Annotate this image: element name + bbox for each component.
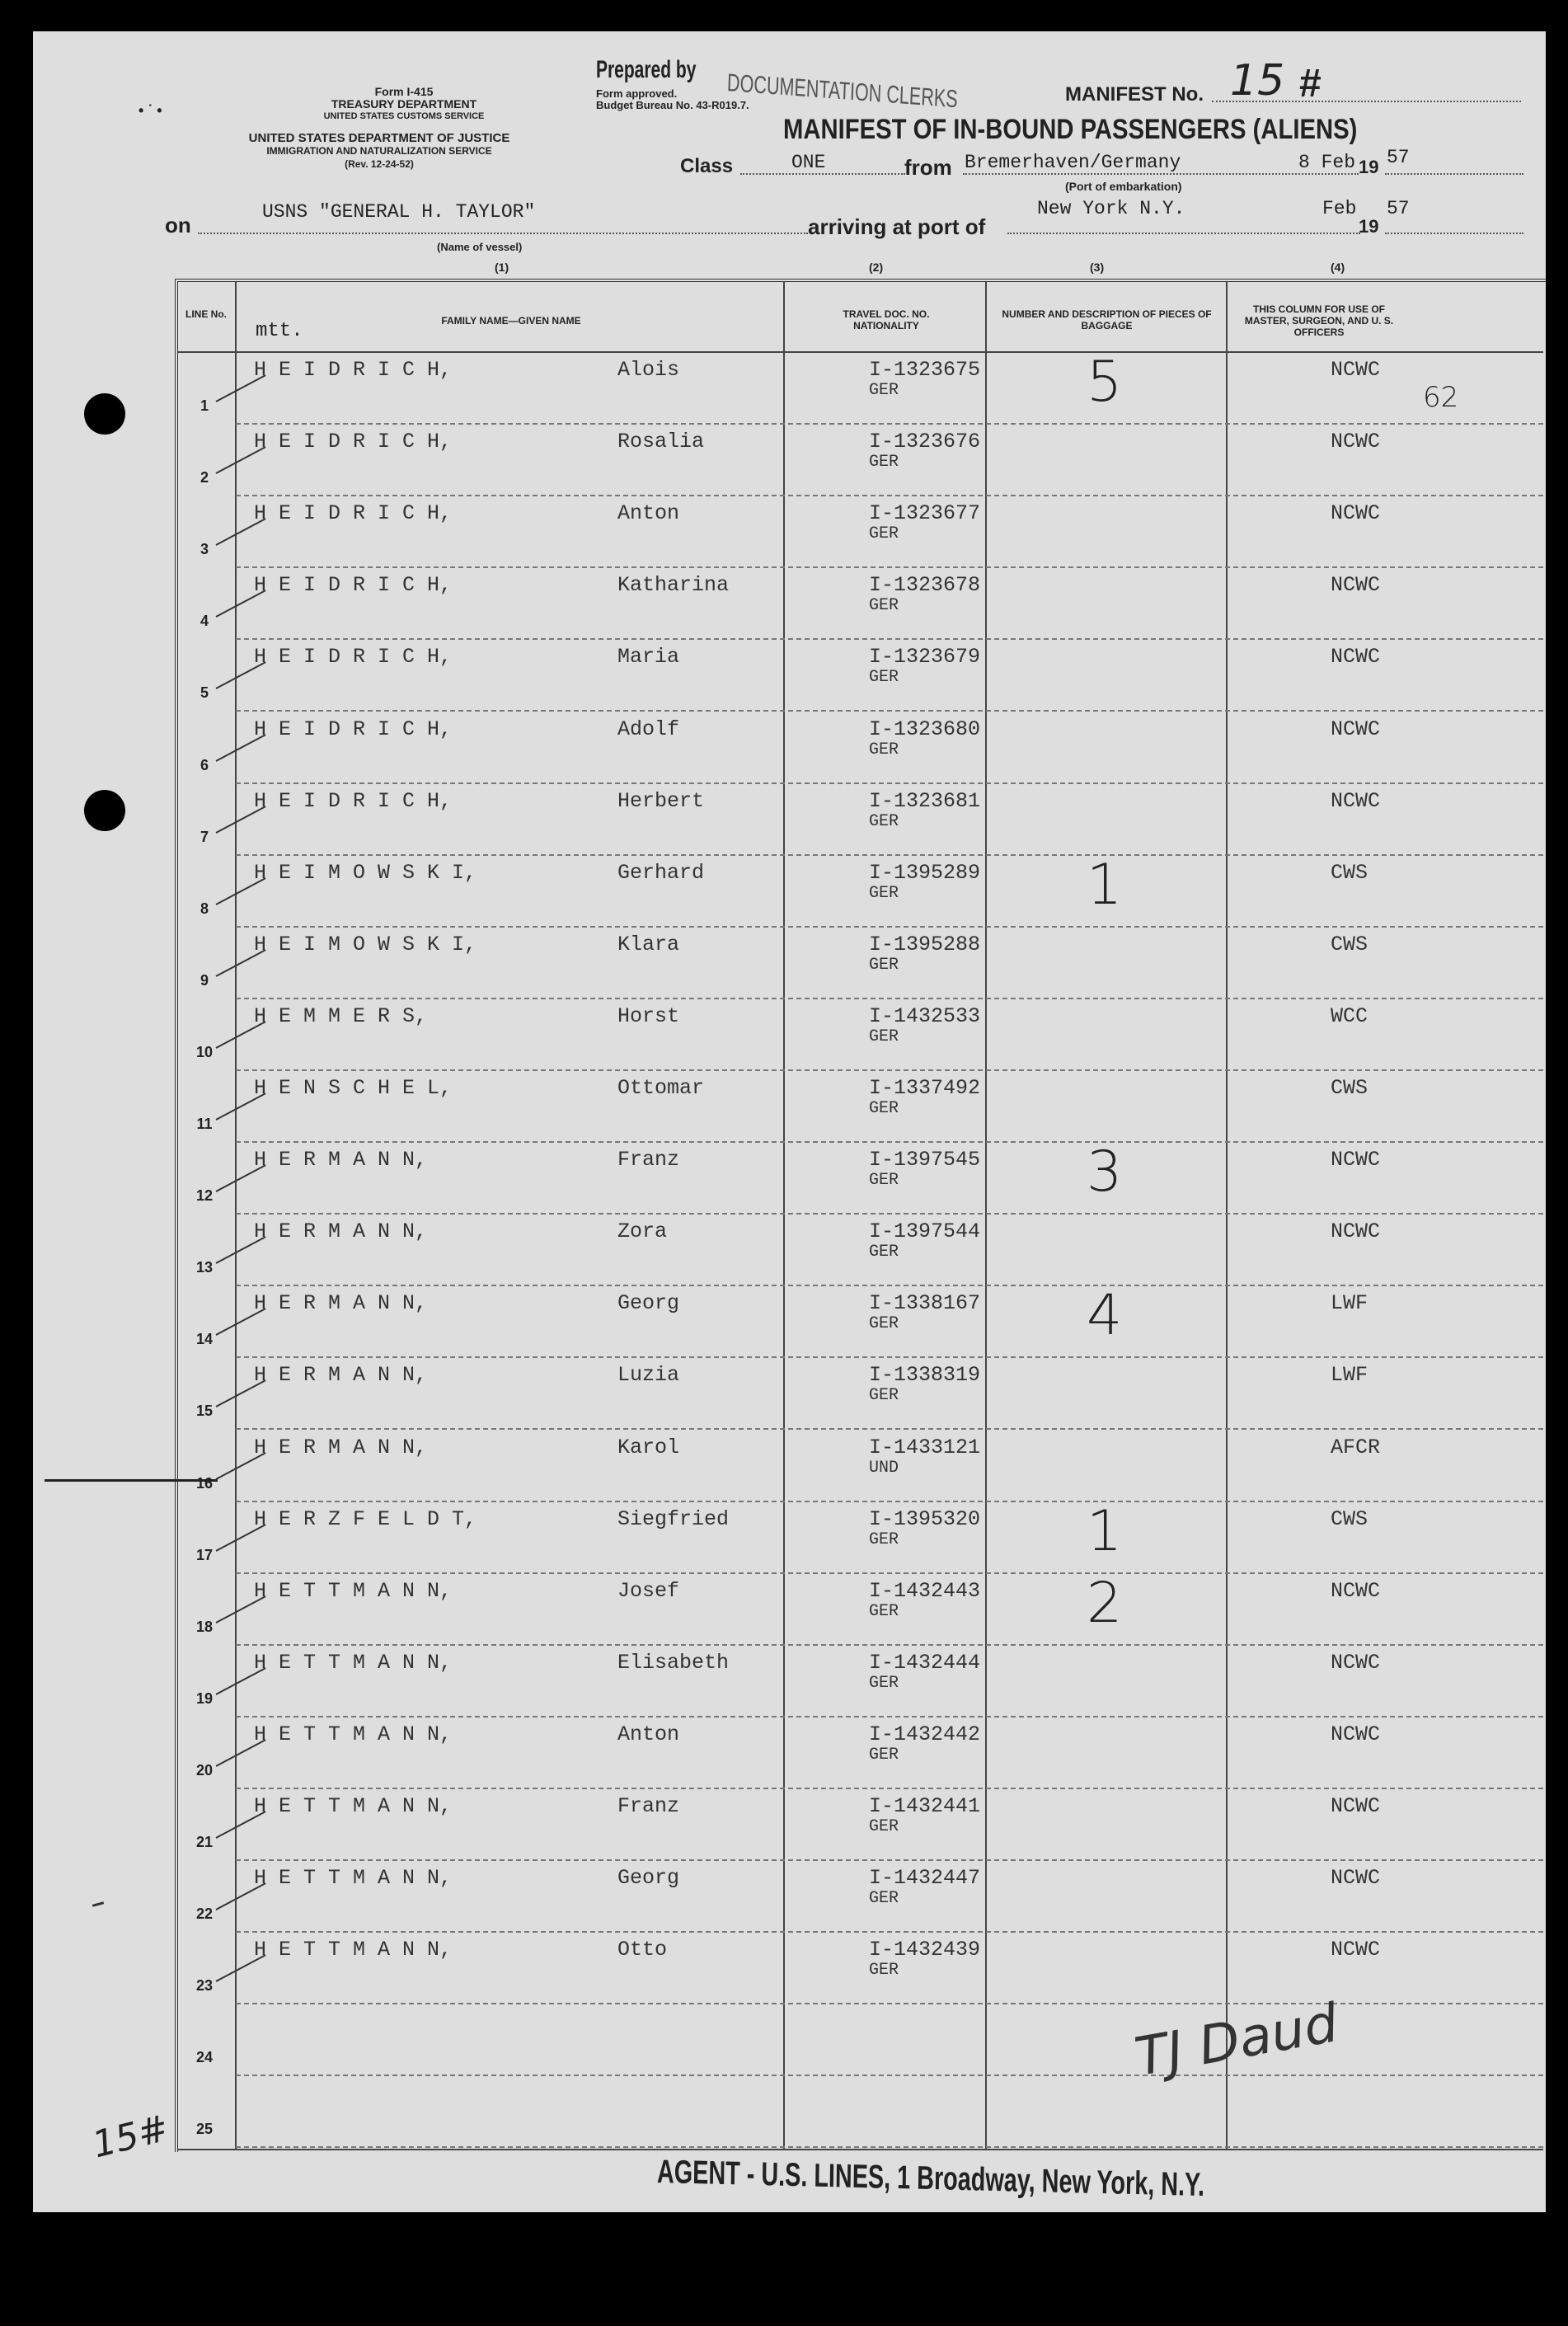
check-mark [216, 662, 266, 690]
nationality: GER [869, 1386, 899, 1406]
check-mark [216, 446, 266, 474]
officer-agency: NCWC [1331, 1219, 1381, 1244]
check-mark [216, 1164, 266, 1192]
col-num-1: (1) [495, 261, 509, 274]
given-name: Gerhard [617, 860, 705, 885]
officer-agency: CWS [1331, 1506, 1368, 1531]
nationality: GER [869, 596, 899, 616]
form-approved: Form approved. [596, 87, 678, 100]
check-mark [216, 374, 266, 402]
given-name: Anton [617, 501, 680, 526]
col-num-2: (2) [869, 261, 884, 274]
form-number: Form I-415 [374, 85, 434, 98]
margin-note: 15# [88, 2107, 173, 2167]
travel-doc-number: I-1397544 [869, 1219, 981, 1244]
budget-bureau: Budget Bureau No. 43-R019.7. [596, 99, 749, 111]
line-number: 18 [195, 1618, 214, 1635]
check-mark [216, 1021, 266, 1049]
officer-agency: NCWC [1331, 1794, 1381, 1818]
given-name: Zora [617, 1219, 668, 1244]
given-name: Georg [617, 1866, 680, 1891]
check-mark [216, 1452, 266, 1480]
baggage-count: 1 [1087, 852, 1123, 918]
officer-agency: NCWC [1331, 1650, 1381, 1675]
line-number: 4 [200, 613, 209, 630]
arriving-date: Feb [1322, 198, 1357, 219]
given-name: Herbert [617, 788, 705, 813]
family-name: H E N S C H E L, [254, 1076, 453, 1100]
nationality: UND [869, 1458, 899, 1478]
officer-agency: LWF [1331, 1363, 1368, 1388]
officer-agency: NCWC [1331, 1148, 1381, 1172]
arriving-label: arriving at port of [808, 214, 986, 239]
family-name: H E I D R I C H, [254, 430, 453, 454]
baggage-count: 2 [1087, 1570, 1123, 1636]
table-bottom-rule [178, 2149, 1543, 2150]
family-name: H E I D R I C H, [254, 573, 453, 598]
from-date: 8 Feb [1298, 152, 1356, 173]
document-title: MANIFEST OF IN-BOUND PASSENGERS (ALIENS) [783, 114, 1358, 145]
class-value: ONE [791, 152, 826, 173]
given-name: Anton [617, 1722, 680, 1746]
check-mark [216, 1882, 266, 1910]
line-number: 19 [195, 1689, 214, 1707]
travel-doc-number: I-1323680 [869, 717, 981, 741]
nationality: GER [869, 1243, 899, 1262]
col-num-4: (4) [1331, 261, 1345, 274]
check-mark [216, 518, 266, 546]
line-number: 7 [200, 828, 209, 845]
travel-doc-header: TRAVEL DOC. NO. NATIONALITY [843, 308, 930, 331]
travel-doc-number: I-1323681 [869, 788, 981, 813]
nationality: GER [869, 1601, 899, 1621]
given-name: Katharina [617, 573, 730, 598]
arriving-year-value: 57 [1387, 198, 1410, 219]
travel-doc-number: I-1323679 [869, 645, 981, 670]
family-name: H E M M E R S, [254, 1003, 428, 1028]
baggage-count: 1 [1087, 1498, 1123, 1564]
family-name: H E R M A N N, [254, 1148, 428, 1172]
line-number: 12 [195, 1187, 214, 1205]
travel-doc-number: I-1395320 [869, 1506, 981, 1531]
line-number: 25 [195, 2121, 214, 2138]
officer-agency: CWS [1331, 932, 1368, 956]
travel-doc-number: I-1337492 [869, 1076, 981, 1100]
line-number: 8 [200, 900, 209, 917]
name-header: FAMILY NAME—GIVEN NAME [441, 315, 581, 327]
officer-agency: NCWC [1331, 1578, 1381, 1603]
table-row [178, 1717, 1543, 1789]
family-name: H E I D R I C H, [254, 501, 453, 526]
family-name: H E T T M A N N, [254, 1794, 453, 1818]
check-mark [216, 1308, 266, 1336]
nationality: GER [869, 1171, 899, 1191]
line-number: 24 [195, 2049, 214, 2066]
port-caption: (Port of embarkation) [1065, 180, 1182, 193]
family-name: H E T T M A N N, [254, 1722, 453, 1746]
from-year-value: 57 [1387, 147, 1410, 168]
agent-footer: AGENT - U.S. LINES, 1 Broadway, New York, N.Y. [656, 2154, 1205, 2204]
check-mark [216, 877, 266, 905]
travel-doc-number: I-1432443 [869, 1578, 981, 1603]
travel-doc-number: I-1432447 [869, 1866, 981, 1891]
officer-agency: NCWC [1331, 573, 1381, 598]
arriving-line [1007, 233, 1360, 234]
table-row [178, 928, 1543, 999]
family-name: H E I D R I C H, [254, 717, 453, 741]
punch-hole-top [84, 393, 125, 435]
nationality: GER [869, 1314, 899, 1334]
given-name: Siegfried [617, 1506, 730, 1531]
family-name: H E R M A N N, [254, 1435, 428, 1459]
nationality: GER [869, 1817, 899, 1836]
officer-agency: CWS [1331, 860, 1368, 885]
check-mark [216, 1093, 266, 1121]
given-name: Ottomar [617, 1076, 705, 1100]
baggage-count: 4 [1087, 1283, 1123, 1349]
line-number: 16 [195, 1474, 214, 1492]
check-mark [216, 949, 266, 977]
travel-doc-number: I-1338319 [869, 1363, 981, 1388]
table-row [178, 350, 1543, 425]
family-name: H E R M A N N, [254, 1219, 428, 1244]
line-number: 10 [195, 1043, 214, 1060]
manifest-no-hash: # [1299, 62, 1322, 106]
family-name: H E R M A N N, [254, 1291, 428, 1316]
row-divider [236, 2146, 1543, 2148]
officers-header: THIS COLUMN FOR USE OF MASTER, SURGEON, AND U. S. OFFICERS [1244, 303, 1394, 338]
given-name: Elisabeth [617, 1650, 730, 1675]
table-row [178, 568, 1543, 640]
officer-agency: NCWC [1331, 788, 1381, 813]
officer-agency: CWS [1331, 1076, 1368, 1100]
nationality: GER [869, 1745, 899, 1764]
table-row [178, 640, 1543, 712]
family-name: H E I M O W S K I, [254, 932, 477, 956]
officer-agency: NCWC [1331, 717, 1381, 741]
check-mark [216, 1667, 266, 1695]
travel-doc-number: I-1395288 [869, 932, 981, 956]
table-row [178, 1071, 1543, 1143]
line-number: 13 [195, 1259, 214, 1276]
vessel-caption: (Name of vessel) [437, 241, 523, 253]
margin-line [45, 1479, 218, 1482]
family-name: H E T T M A N N, [254, 1650, 453, 1675]
travel-doc-number: I-1338167 [869, 1291, 981, 1316]
class-line [740, 173, 905, 175]
line-number: 11 [196, 1116, 213, 1132]
given-name: Maria [617, 645, 680, 670]
line-number: 17 [195, 1546, 214, 1563]
table-row [178, 1789, 1543, 1861]
nationality: GER [869, 1027, 899, 1046]
manifest-page [33, 31, 1546, 2212]
nationality: GER [869, 668, 899, 688]
given-name: Adolf [617, 717, 680, 741]
given-name: Franz [617, 1148, 680, 1172]
officer-agency: NCWC [1331, 1866, 1381, 1891]
margin-dash [92, 1901, 104, 1907]
nationality: GER [869, 955, 899, 975]
vessel-name: USNS "GENERAL H. TAYLOR" [262, 201, 536, 223]
family-name: H E T T M A N N, [254, 1938, 453, 1962]
nationality: GER [869, 1530, 899, 1549]
nationality: GER [869, 1961, 899, 1981]
table-row [178, 1498, 1543, 1574]
line-number: 20 [195, 1761, 214, 1779]
table-row [178, 712, 1543, 784]
check-mark [216, 734, 266, 762]
officer-agency: NCWC [1331, 430, 1381, 454]
check-mark [216, 1811, 266, 1839]
arriving-year-line [1385, 233, 1523, 234]
nationality: GER [869, 1673, 899, 1693]
stray-dots: • ˙ • [138, 102, 162, 119]
line-number: 22 [195, 1905, 214, 1923]
officer-agency: NCWC [1331, 1722, 1381, 1746]
travel-doc-number: I-1397545 [869, 1148, 981, 1172]
check-mark [216, 1595, 266, 1624]
travel-doc-number: I-1323677 [869, 501, 981, 526]
on-label: on [165, 213, 191, 237]
table-row [178, 999, 1543, 1071]
passenger-table [178, 350, 1543, 2149]
nationality: GER [869, 524, 899, 544]
travel-doc-number: I-1432533 [869, 1003, 981, 1028]
table-row [178, 1283, 1543, 1358]
check-mark [216, 1739, 266, 1767]
check-mark [216, 1954, 266, 1982]
table-row [178, 1933, 1543, 2004]
officer-agency: NCWC [1331, 645, 1381, 670]
manifest-no-label: MANIFEST No. [1065, 83, 1204, 106]
from-year-prefix: 19 [1359, 157, 1379, 177]
family-name: H E T T M A N N, [254, 1578, 453, 1603]
nationality: GER [869, 811, 899, 831]
nationality: GER [869, 381, 899, 400]
table-row [178, 784, 1543, 856]
table-row [178, 425, 1543, 496]
travel-doc-number: I-1323678 [869, 573, 981, 598]
family-name: H E R Z F E L D T, [254, 1506, 477, 1531]
officer-agency: WCC [1331, 1003, 1368, 1028]
line-number: 2 [200, 469, 209, 486]
line-number: 1 [200, 397, 209, 414]
family-name: H E T T M A N N, [254, 1866, 453, 1891]
justice-dept: UNITED STATES DEPARTMENT OF JUSTICE [248, 131, 510, 145]
table-row [178, 852, 1543, 928]
manifest-no-value: 15 [1230, 56, 1285, 106]
officer-agency: LWF [1331, 1291, 1368, 1316]
prepared-by-label: Prepared by [596, 56, 697, 83]
vessel-line [198, 233, 808, 234]
family-name: H E I D R I C H, [254, 645, 453, 670]
travel-doc-number: I-1433121 [869, 1435, 981, 1459]
travel-doc-number: I-1432442 [869, 1722, 981, 1746]
check-mark [216, 1236, 266, 1264]
mtt-note: mtt. [256, 320, 303, 342]
table-row [178, 496, 1543, 568]
arriving-port: New York N.Y. [1037, 198, 1185, 219]
travel-doc-number: I-1432439 [869, 1938, 981, 1962]
given-name: Luzia [617, 1363, 680, 1388]
given-name: Rosalia [617, 430, 705, 454]
line-no-header: LINE No. [185, 308, 227, 320]
table-row [178, 1140, 1543, 1215]
from-year-line [1385, 173, 1523, 175]
officer-agency: NCWC [1331, 358, 1381, 382]
nationality: GER [869, 1889, 899, 1909]
given-name: Klara [617, 932, 680, 956]
revision-date: (Rev. 12-24-52) [345, 158, 414, 170]
check-mark [216, 1380, 266, 1408]
officer-agency: NCWC [1331, 1938, 1381, 1962]
line-number: 23 [195, 1977, 214, 1995]
line-number: 6 [200, 756, 209, 773]
check-mark [216, 590, 266, 618]
nationality: GER [869, 1099, 899, 1118]
customs-service: UNITED STATES CUSTOMS SERVICE [323, 111, 485, 121]
travel-doc-number: I-1432441 [869, 1794, 981, 1818]
table-row [178, 2076, 1543, 2148]
baggage-header: NUMBER AND DESCRIPTION OF PIECES OF BAGGAGE [1002, 308, 1212, 331]
nationality: GER [869, 453, 899, 472]
col-num-3: (3) [1090, 261, 1105, 274]
from-line [963, 173, 1359, 175]
travel-doc-number: I-1432444 [869, 1650, 981, 1675]
treasury-dept: TREASURY DEPARTMENT [331, 97, 477, 110]
line-number: 15 [195, 1403, 214, 1420]
arriving-year-prefix: 19 [1359, 216, 1379, 237]
given-name: Alois [617, 358, 680, 382]
family-name: H E R M A N N, [254, 1363, 428, 1388]
table-row [178, 1215, 1543, 1286]
documentation-clerks-stamp: DOCUMENTATION CLERKS [726, 69, 959, 114]
punch-hole-bottom [84, 790, 125, 831]
line-number: 21 [195, 1834, 214, 1850]
family-name: H E I D R I C H, [254, 788, 453, 813]
check-mark [216, 806, 266, 834]
baggage-count: 5 [1087, 350, 1123, 415]
given-name: Karol [617, 1435, 680, 1459]
check-mark [216, 1524, 266, 1552]
table-row [178, 1358, 1543, 1430]
travel-doc-number: I-1395289 [869, 860, 981, 885]
page-mark: 62 [1423, 381, 1459, 414]
table-row [178, 1861, 1543, 1933]
line-number: 3 [200, 541, 209, 558]
given-name: Georg [617, 1291, 680, 1316]
baggage-count: 3 [1087, 1140, 1123, 1205]
given-name: Otto [617, 1938, 668, 1962]
family-name: H E I D R I C H, [254, 358, 453, 382]
line-number: 5 [200, 684, 209, 702]
class-label: Class [680, 155, 734, 177]
travel-doc-number: I-1323675 [869, 358, 981, 382]
from-label: from [904, 155, 952, 180]
given-name: Josef [617, 1578, 680, 1603]
officer-agency: AFCR [1331, 1435, 1381, 1459]
officer-agency: NCWC [1331, 501, 1381, 526]
line-number: 9 [200, 971, 209, 989]
signature: TJ Daud [1130, 1993, 1343, 2089]
nationality: GER [869, 883, 899, 903]
from-port: Bremerhaven/Germany [965, 152, 1181, 173]
table-row [178, 1570, 1543, 1646]
family-name: H E I M O W S K I, [254, 860, 477, 885]
travel-doc-number: I-1323676 [869, 430, 981, 454]
given-name: Horst [617, 1003, 680, 1028]
nationality: GER [869, 740, 899, 759]
table-row [178, 1646, 1543, 1717]
ins-service: IMMIGRATION AND NATURALIZATION SERVICE [266, 145, 492, 157]
table-row [178, 1431, 1543, 1502]
given-name: Franz [617, 1794, 680, 1818]
line-number: 14 [195, 1331, 214, 1348]
